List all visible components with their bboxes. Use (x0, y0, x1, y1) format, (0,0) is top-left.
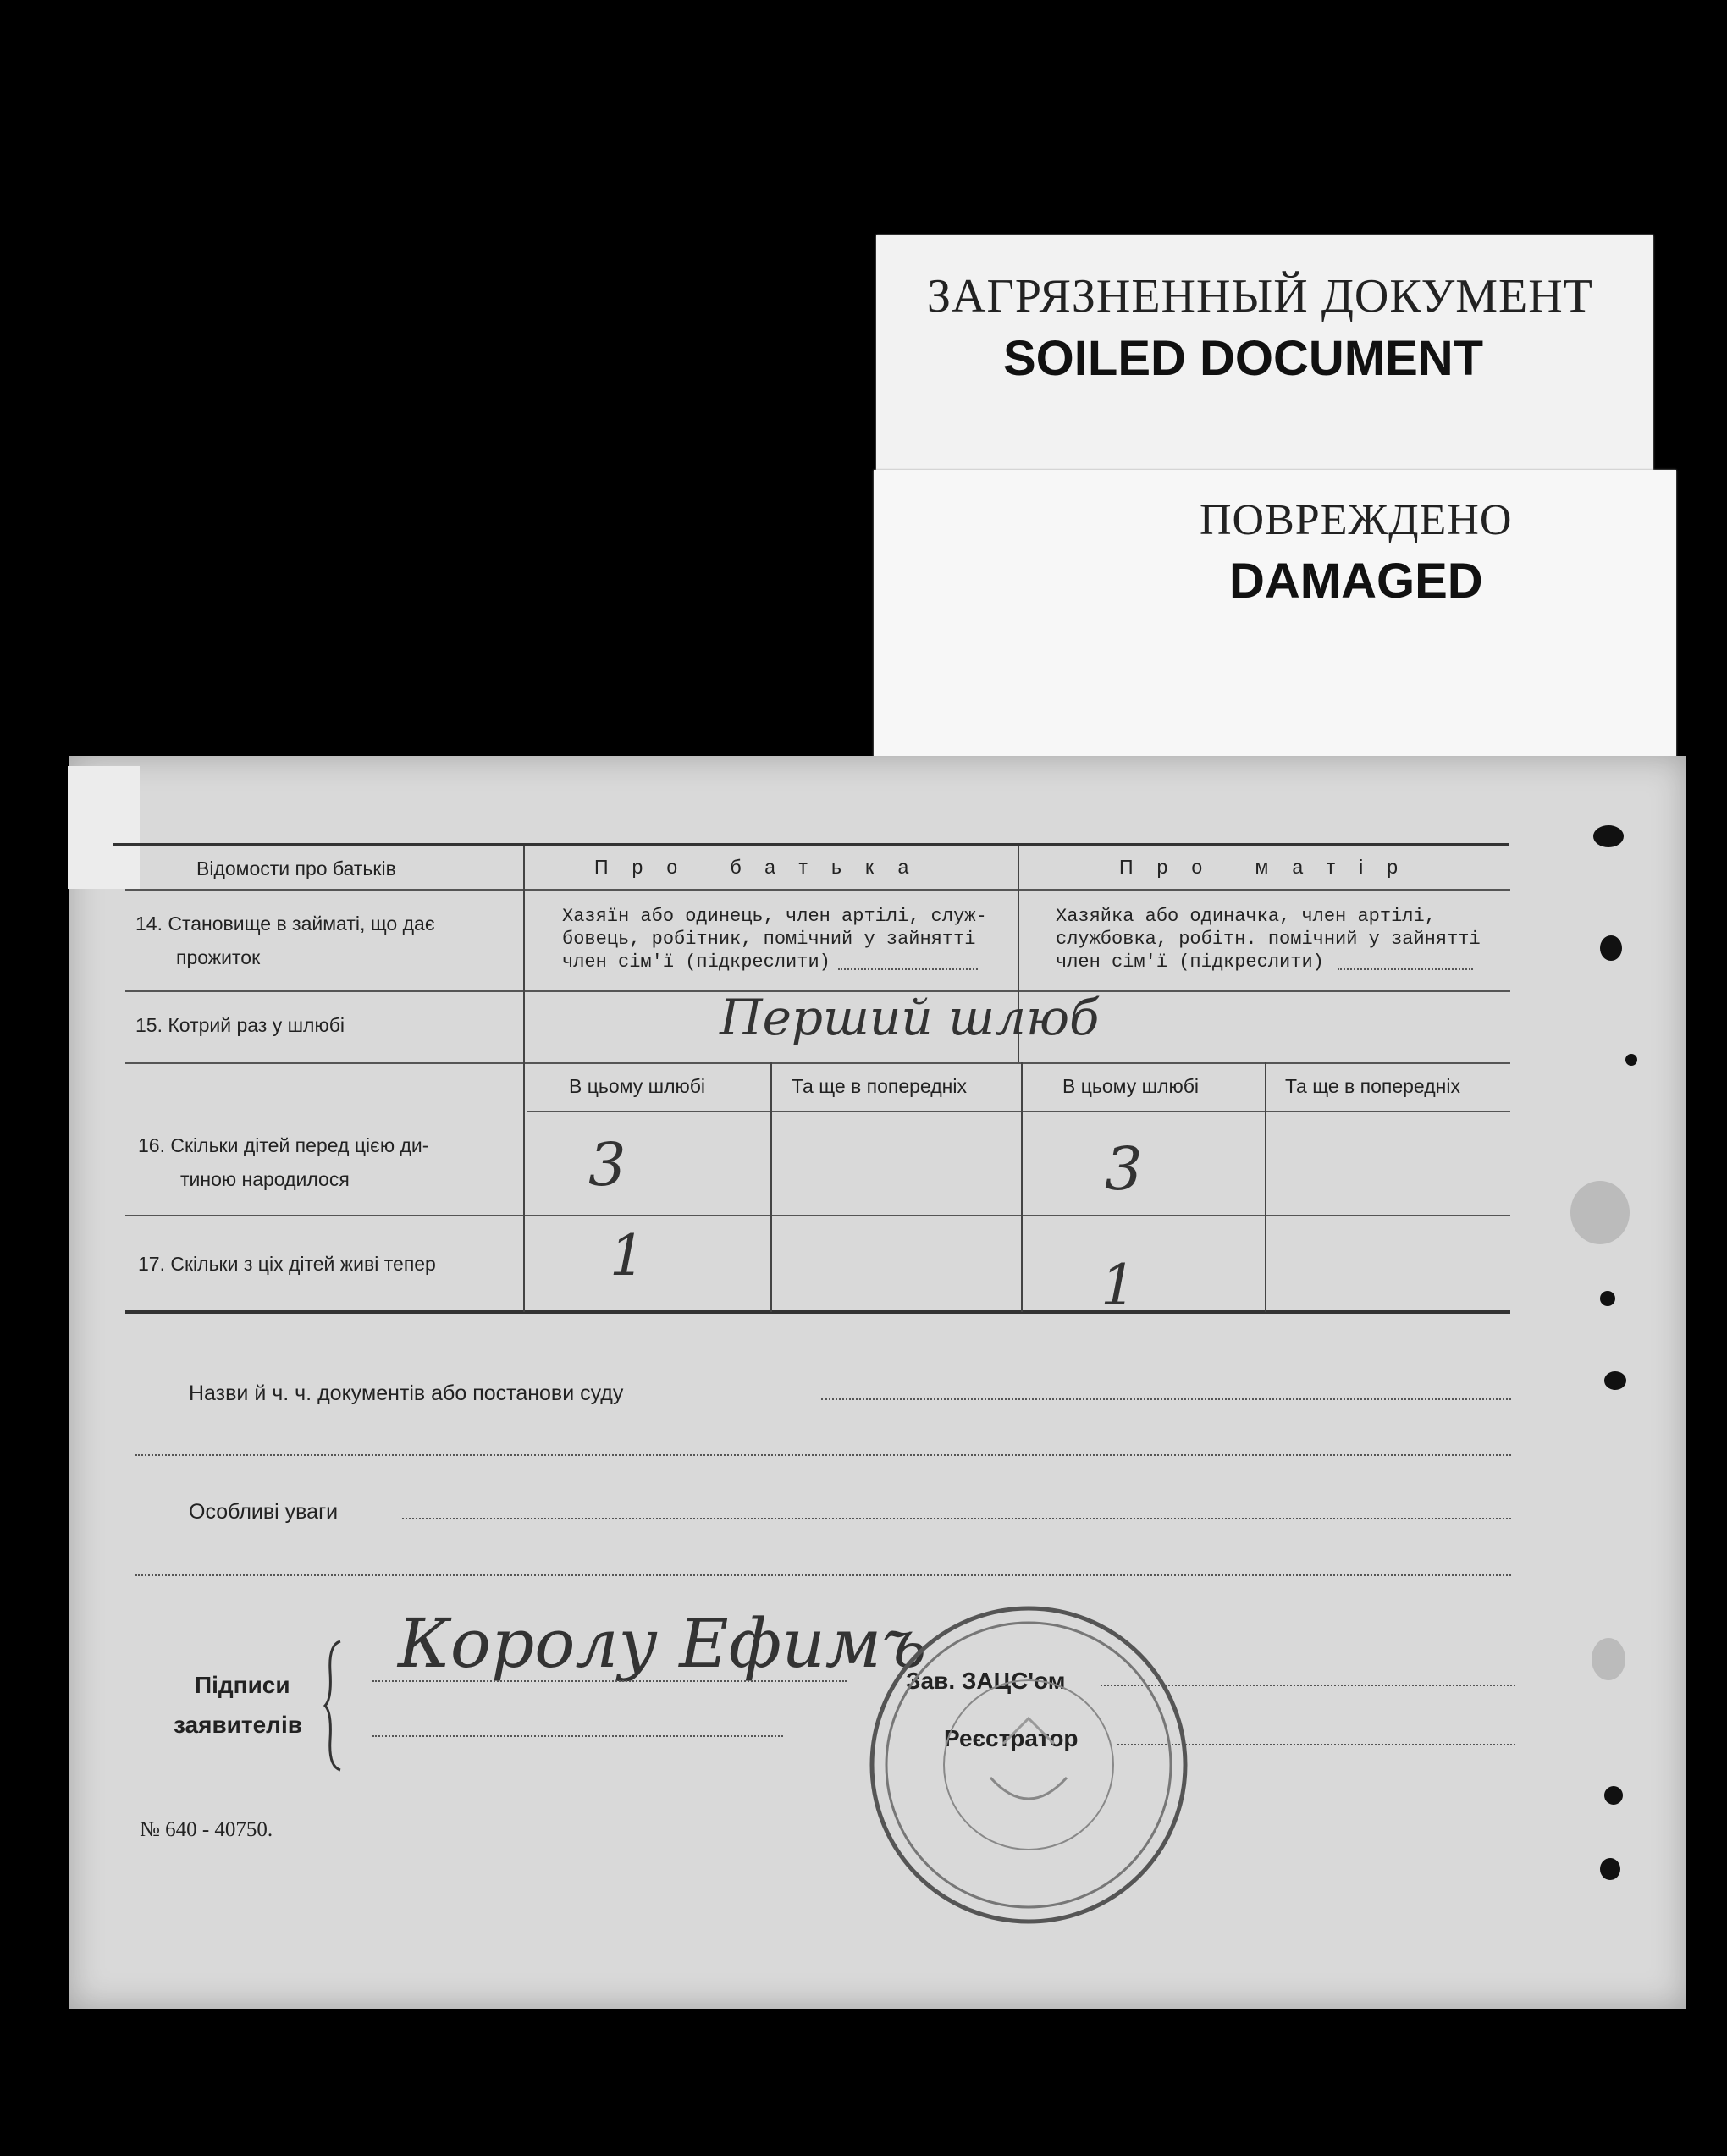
row17-father-living: 1 (610, 1223, 645, 1288)
col-divider-1 (523, 846, 525, 1312)
binding-hole (1570, 1181, 1630, 1244)
row14-label-cont: прожиток (176, 946, 261, 968)
table-bottom-rule (125, 1310, 1510, 1314)
row14-mother-options: Хазяйка або одиначка, член артілі, (1056, 906, 1436, 927)
row14-father-options: Хазяїн або одинець, член артілі, служ- (562, 906, 987, 927)
subheader-father-prev: Та ще в попередніх (792, 1075, 967, 1097)
signature-line-1 (372, 1680, 847, 1682)
signatures-label-cont: заявителів (174, 1712, 302, 1738)
row15-divider (125, 1062, 1510, 1064)
row16-label: 16. Скільки дітей перед цією ди- (138, 1134, 429, 1156)
row15-handwritten-answer: Перший шлюб (720, 989, 1100, 1046)
documents-label: Назви й ч. ч. документів або постанови суду (189, 1381, 624, 1405)
head-of-registry-label: Зав. ЗАЦС'ом (906, 1668, 1066, 1694)
row15-label: 15. Котрий раз у шлюбі (135, 1014, 345, 1036)
row14-father-options-3: член сім'ї (підкреслити) (562, 951, 830, 973)
header-mother: Про матір (1119, 856, 1422, 878)
row14-father-options-2: бовець, робітник, помічний у зайнятті (562, 929, 976, 950)
applicant-signature: Королу Ефимъ (398, 1604, 927, 1683)
subheader-father-this: В цьому шлюбі (569, 1075, 706, 1097)
header-divider (125, 889, 1510, 891)
binding-hole (1600, 1291, 1615, 1306)
remarks-line-2 (135, 1574, 1511, 1576)
header-parents-info: Відомости про батьків (196, 857, 396, 879)
signature-brace (322, 1638, 347, 1773)
row14-label: 14. Становище в займаті, що дає (135, 913, 435, 935)
soiled-notice-ru: ЗАГРЯЗНЕННЫЙ ДОКУМЕНТ (927, 270, 1593, 323)
registrar-label: Реєстратор (944, 1725, 1079, 1751)
official-seal-stamp (864, 1600, 1194, 1930)
binding-hole (1600, 1858, 1620, 1880)
header-father: Про батька (594, 856, 933, 878)
signature-line-2 (372, 1735, 783, 1737)
binding-hole (1604, 1371, 1626, 1390)
binding-hole (1600, 935, 1622, 961)
subheader-mother-this: В цьому шлюбі (1062, 1075, 1200, 1097)
damaged-notice-ru: ПОВРЕЖДЕНО (1200, 496, 1513, 544)
col-divider-2b (1021, 1062, 1023, 1312)
paper-tab (68, 766, 140, 889)
binding-hole (1625, 1054, 1637, 1066)
remarks-line-1 (402, 1518, 1511, 1519)
col-divider-mother (1265, 1062, 1266, 1312)
row17-label: 17. Скільки з ціх дітей живі тепер (138, 1253, 436, 1275)
row16-divider (125, 1215, 1510, 1216)
remarks-label: Особливі уваги (189, 1500, 339, 1524)
binding-hole (1593, 825, 1624, 847)
documents-line-2 (135, 1454, 1511, 1456)
row16-mother-count: 3 (1105, 1134, 1143, 1204)
binding-hole (1604, 1786, 1623, 1805)
damaged-notice-en: DAMAGED (1229, 554, 1483, 609)
soiled-notice-en: SOILED DOCUMENT (1003, 331, 1484, 386)
subheader-divider (527, 1111, 1510, 1112)
binding-hole (1592, 1638, 1625, 1680)
row14-mother-dots (1338, 968, 1473, 970)
documents-line-1 (821, 1398, 1511, 1400)
row16-label-cont: тиною народилося (180, 1168, 350, 1190)
row17-mother-living: 1 (1101, 1253, 1136, 1318)
damaged-notice-card (874, 470, 1676, 766)
form-print-number: № 640 - 40750. (140, 1818, 273, 1841)
row16-father-count: 3 (588, 1130, 626, 1199)
table-top-rule (113, 843, 1509, 846)
subheader-mother-prev: Та ще в попередніх (1285, 1075, 1460, 1097)
col-divider-father (770, 1062, 772, 1312)
row14-mother-options-3: член сім'ї (підкреслити) (1056, 951, 1324, 973)
signatures-label: Підписи (195, 1672, 290, 1698)
row14-mother-options-2: службовка, робітн. помічний у зайнятті (1056, 929, 1481, 950)
soiled-notice-card (876, 235, 1653, 506)
row14-father-dots (838, 968, 978, 970)
